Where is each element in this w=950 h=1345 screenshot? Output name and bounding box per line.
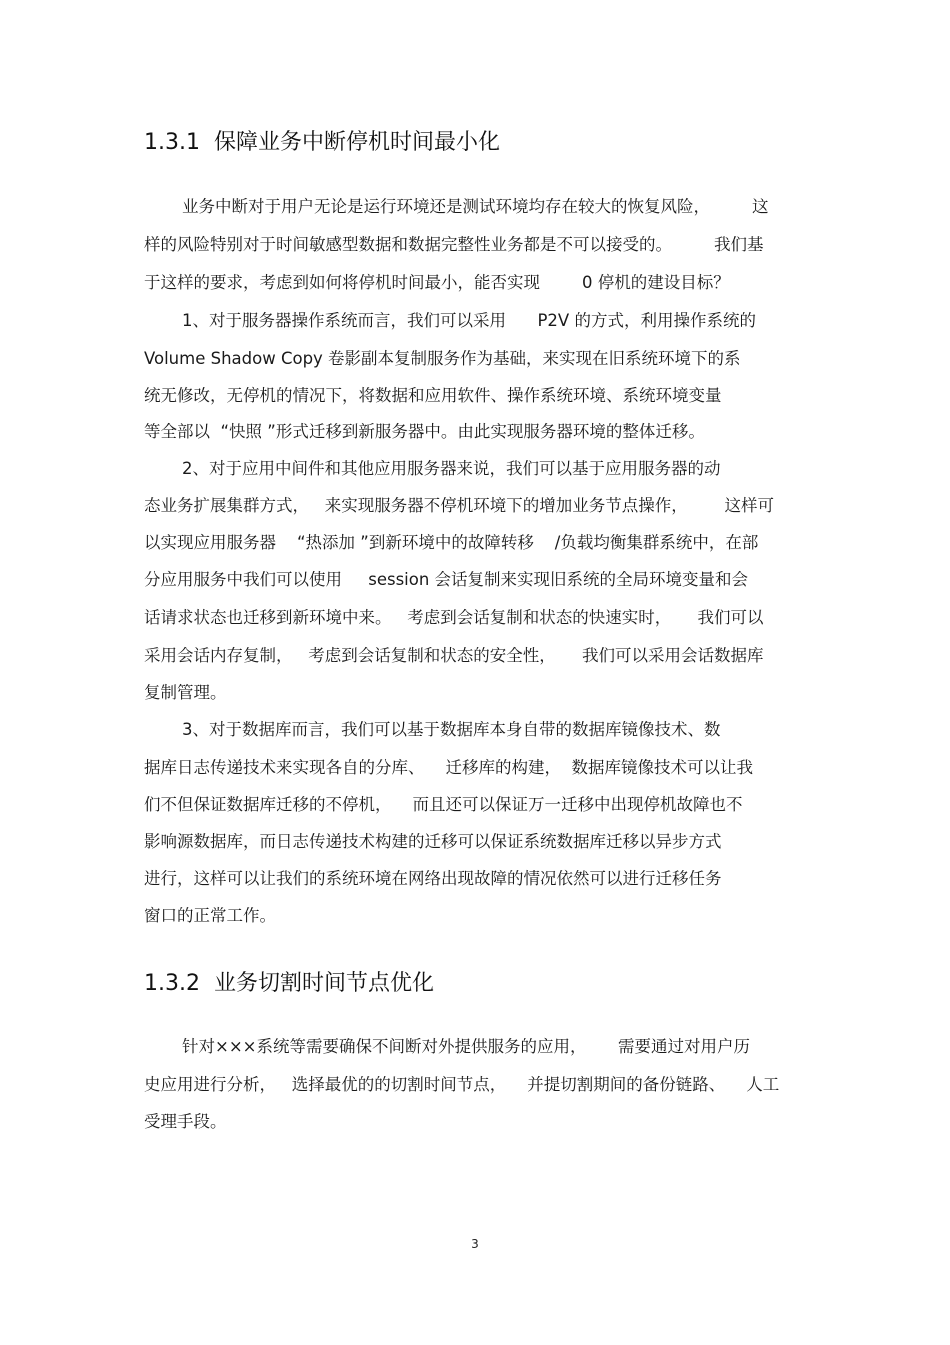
section-number: 1.3.1 [144, 130, 200, 155]
page-number: 3 [471, 1237, 479, 1251]
paragraph-line: 等全部以 “快照 ”形式迁移到新服务器中。由此实现服务器环境的整体迁移。 [144, 422, 705, 441]
section-heading-1-3-2 [144, 969, 434, 999]
paragraph-line: 受理手段。 [144, 1112, 227, 1131]
section-number: 1.3.2 [144, 971, 200, 996]
paragraph-line: 针对×××系统等需要确保不间断对外提供服务的应用， 需要通过对用户历 [182, 1037, 750, 1056]
paragraph-line: 3、对于数据库而言，我们可以基于数据库本身自带的数据库镜像技术、数 [182, 720, 721, 739]
paragraph-line: 复制管理。 [144, 683, 227, 702]
paragraph-line: Volume Shadow Copy 卷影副本复制服务作为基础，来实现在旧系统环境下的系 [144, 349, 741, 368]
paragraph-line: 进行，这样可以让我们的系统环境在网络出现故障的情况依然可以进行迁移任务 [144, 869, 722, 888]
section-title: 保障业务中断停机时间最小化 [214, 130, 501, 155]
paragraph-line: 统无修改，无停机的情况下，将数据和应用软件、操作系统环境、系统环境变量 [144, 386, 722, 405]
paragraph-line: 1、对于服务器操作系统而言，我们可以采用 P2V 的方式，利用操作系统的 [182, 311, 756, 330]
paragraph-line: 窗口的正常工作。 [144, 906, 276, 925]
paragraph-line: 态业务扩展集群方式， 来实现服务器不停机环境下的增加业务节点操作， 这样可 [144, 496, 774, 515]
paragraph-line: 史应用进行分析， 选择最优的的切割时间节点， 并提切割期间的备份链路、 人工 [144, 1075, 780, 1094]
paragraph-line: 样的风险特别对于时间敏感型数据和数据完整性业务都是不可以接受的。 我们基 [144, 235, 764, 254]
paragraph-line: 影响源数据库，而日志传递技术构建的迁移可以保证系统数据库迁移以异步方式 [144, 832, 722, 851]
paragraph-line: 们不但保证数据库迁移的不停机， 而且还可以保证万一迁移中出现停机故障也不 [144, 795, 743, 814]
paragraph-line: 采用会话内存复制， 考虑到会话复制和状态的安全性， 我们可以采用会话数据库 [144, 646, 764, 665]
paragraph-line: 话请求状态也迁移到新环境中来。 考虑到会话复制和状态的快速实时， 我们可以 [144, 608, 764, 627]
paragraph-line: 于这样的要求，考虑到如何将停机时间最小，能否实现 0 停机的建设目标？ [144, 273, 730, 292]
section-title: 业务切割时间节点优化 [214, 971, 435, 996]
paragraph-line: 分应用服务中我们可以使用 session 会话复制来实现旧系统的全局环境变量和会 [144, 570, 749, 589]
paragraph-line: 2、对于应用中间件和其他应用服务器来说，我们可以基于应用服务器的动 [182, 459, 721, 478]
paragraph-line: 业务中断对于用户无论是运行环境还是测试环境均存在较大的恢复风险， 这 [182, 197, 769, 216]
paragraph-line: 据库日志传递技术来实现各自的分库、 迁移库的构建， 数据库镜像技术可以让我 [144, 758, 753, 777]
section-heading-1-3-1 [144, 128, 500, 158]
paragraph-line: 以实现应用服务器 “热添加 ”到新环境中的故障转移 /负载均衡集群系统中，在部 [144, 533, 759, 552]
